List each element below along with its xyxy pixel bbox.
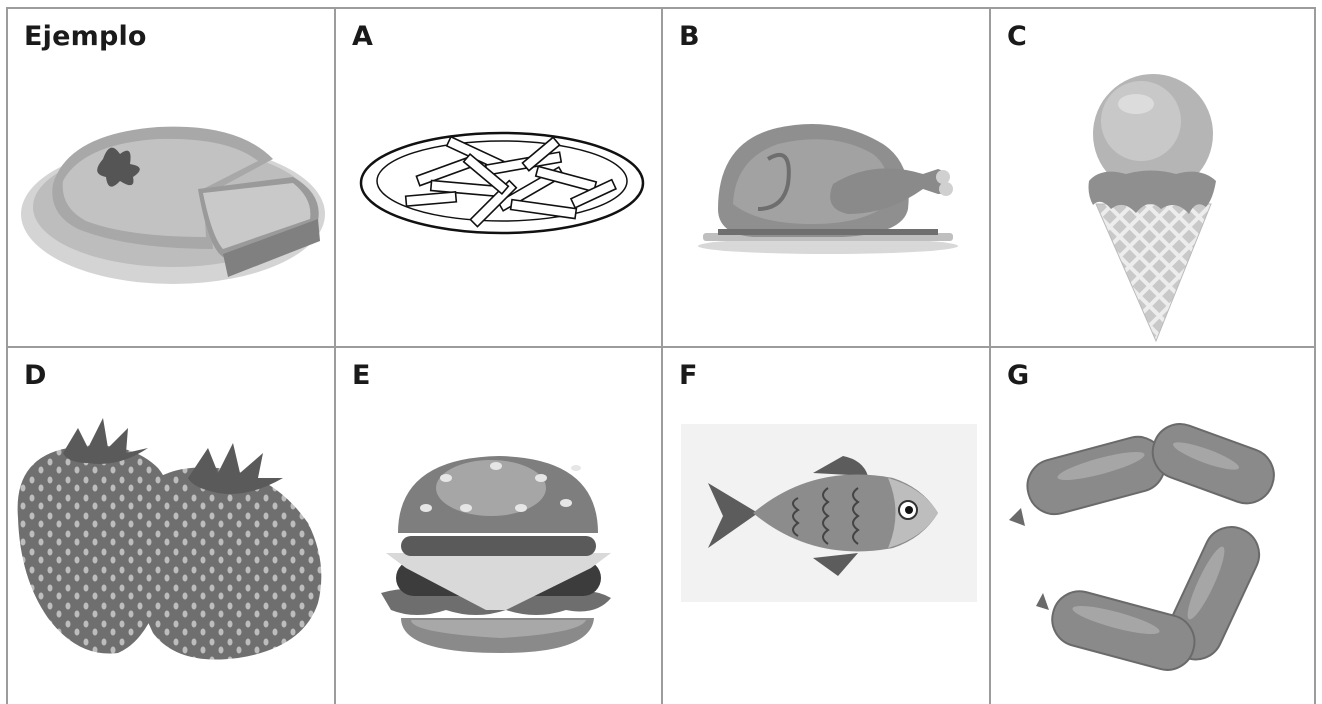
cell-c: [989, 7, 1316, 346]
cell-b: [661, 7, 989, 346]
french-fries-plate-icon: [336, 9, 661, 346]
sausages-icon: [991, 348, 1314, 704]
food-picture-grid: [6, 7, 1316, 704]
cell-label: F: [679, 360, 698, 391]
cell-label: E: [352, 360, 371, 391]
cell-label: D: [24, 360, 47, 391]
cell-label: A: [352, 21, 374, 52]
roast-chicken-icon: [663, 9, 989, 346]
cell-d: [6, 346, 334, 704]
cell-label: C: [1007, 21, 1028, 52]
cell-e: [334, 346, 661, 704]
cell-f: [661, 346, 989, 704]
fish-icon: [663, 348, 989, 704]
hamburger-icon: [336, 348, 661, 704]
tortilla-icon: [8, 9, 334, 346]
cell-a: [334, 7, 661, 346]
cell-ejemplo: [6, 7, 334, 346]
cell-label: G: [1007, 360, 1030, 391]
cell-label: B: [679, 21, 700, 52]
ice-cream-cone-icon: [991, 9, 1314, 346]
cell-label: Ejemplo: [24, 21, 147, 52]
cell-g: [989, 346, 1316, 704]
strawberries-icon: [8, 348, 334, 704]
